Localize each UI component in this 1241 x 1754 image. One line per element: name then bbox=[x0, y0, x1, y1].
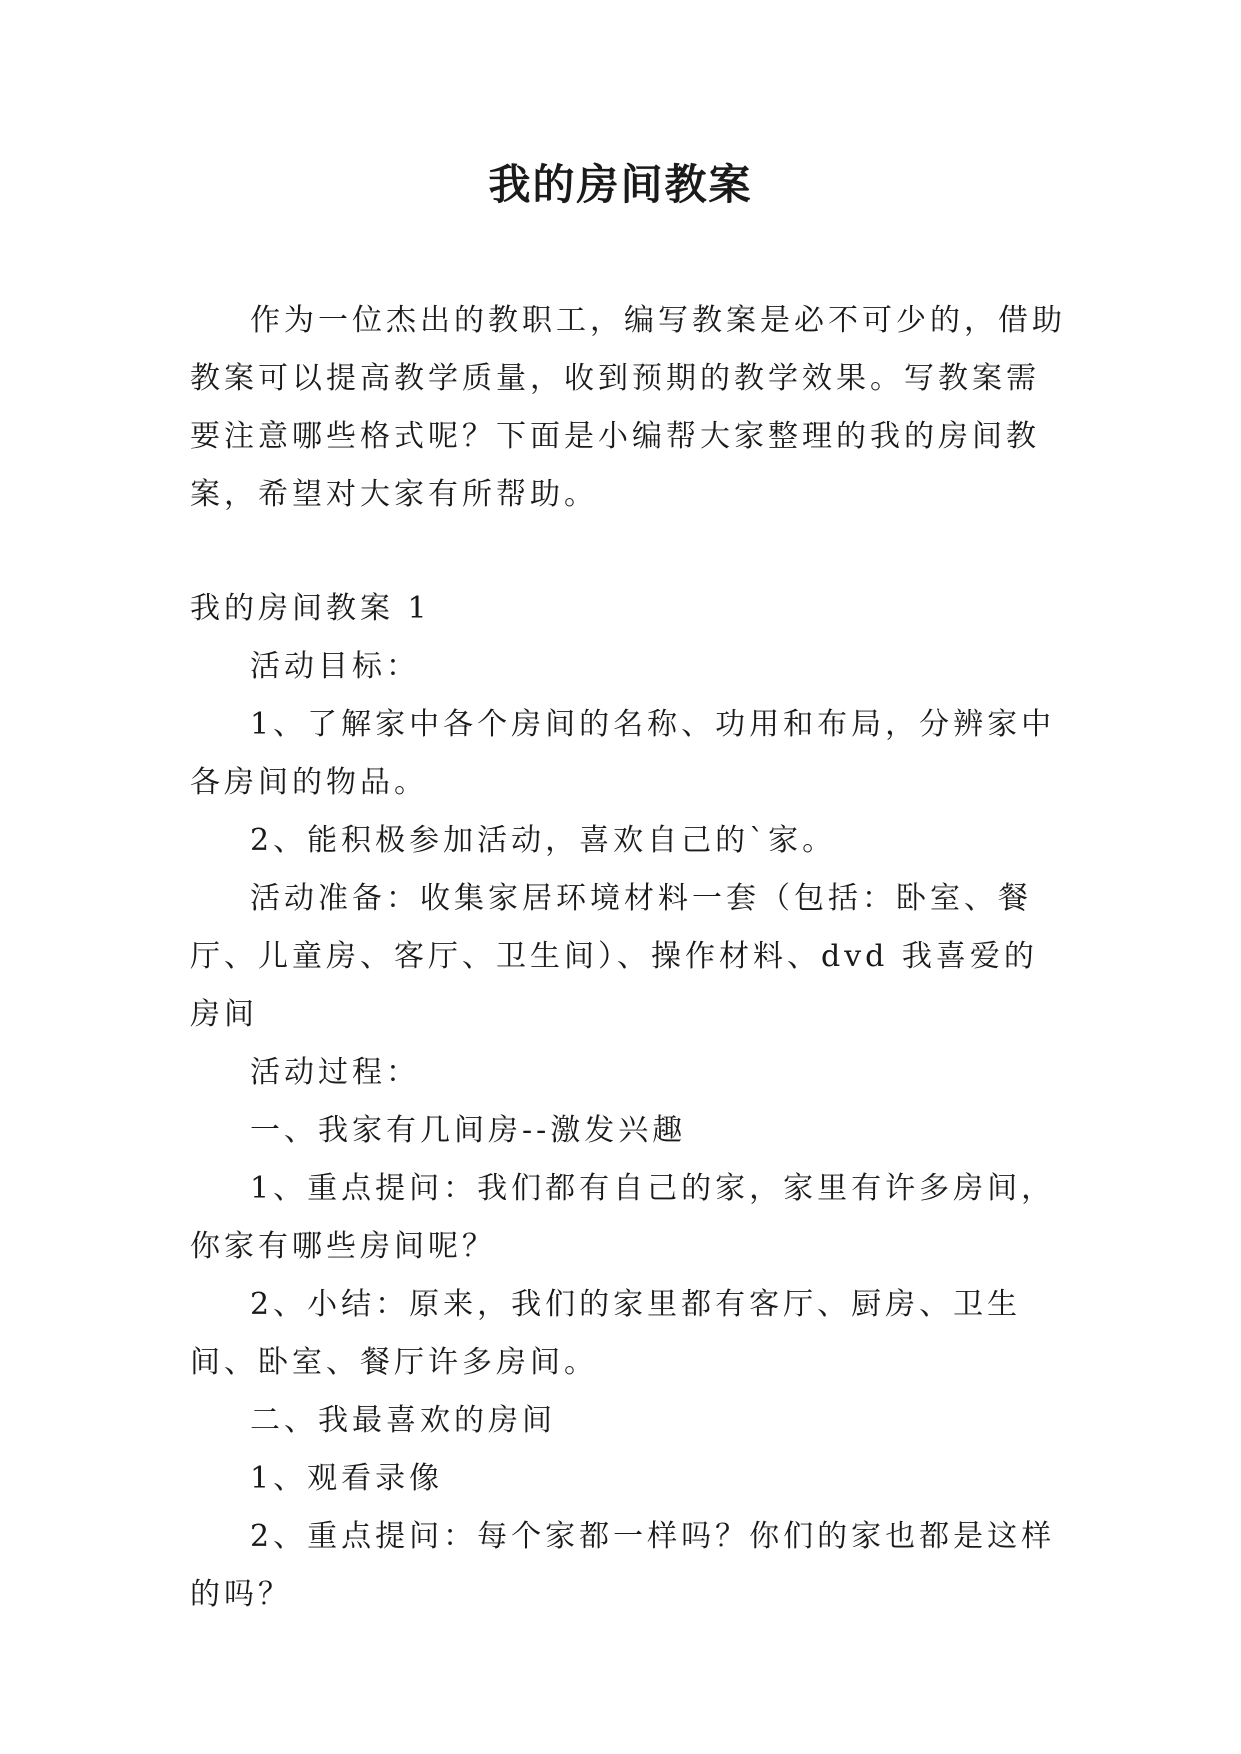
paragraph-step-two: 二、我最喜欢的房间 bbox=[250, 1403, 556, 1438]
paragraph-watch-video: 1、观看录像 bbox=[250, 1461, 444, 1496]
paragraph-question-2: 2、重点提问：每个家都一样吗？你们的家也都是这样的吗？ bbox=[190, 1519, 1056, 1612]
paragraph-activity-goals: 活动目标： bbox=[250, 649, 420, 684]
intro-paragraph: 作为一位杰出的教职工，编写教案是必不可少的，借助教案可以提高教学质量，收到预期的教学效果。写教案需要注意哪些格式呢？下面是小编帮大家整理的我的房间教案，希望对大家有所帮助。 bbox=[190, 303, 1066, 512]
section-heading: 我的房间教案 1 bbox=[190, 591, 431, 626]
paragraph-step-one: 一、我家有几间房--激发兴趣 bbox=[250, 1113, 687, 1148]
paragraph-process: 活动过程： bbox=[250, 1055, 420, 1090]
paragraph-summary: 2、小结：原来，我们的家里都有客厅、厨房、卫生间、卧室、餐厅许多房间。 bbox=[190, 1287, 1022, 1380]
paragraph-goal-2: 2、能积极参加活动，喜欢自己的`家。 bbox=[250, 823, 837, 858]
paragraph-question-1: 1、重点提问：我们都有自己的家，家里有许多房间，你家有哪些房间呢？ bbox=[190, 1171, 1056, 1264]
paragraph-goal-1: 1、了解家中各个房间的名称、功用和布局，分辨家中各房间的物品。 bbox=[190, 707, 1056, 800]
paragraph-preparation: 活动准备：收集家居环境材料一套（包括：卧室、餐厅、儿童房、客厅、卫生间）、操作材料、dvd 我喜爱的房间 bbox=[190, 881, 1038, 1032]
document-title: 我的房间教案 bbox=[488, 160, 753, 209]
lesson-body bbox=[190, 580, 1070, 1624]
intro-paragraph-block bbox=[190, 292, 1070, 524]
